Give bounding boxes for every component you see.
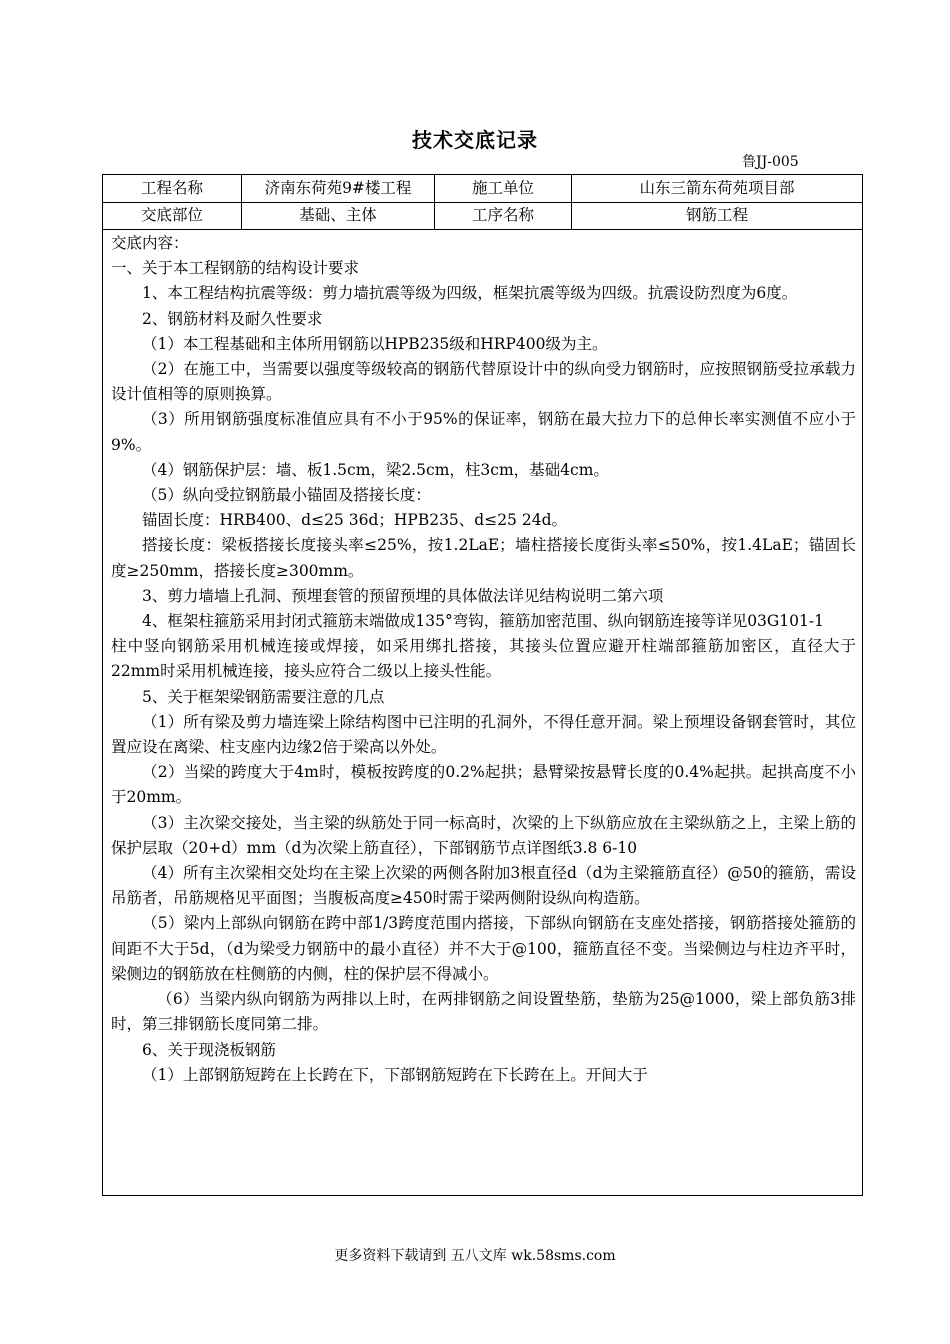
construction-unit-label: 施工单位 (435, 175, 572, 202)
content-paragraph: 一、关于本工程钢筋的结构设计要求 (111, 259, 360, 278)
content-paragraph: 锚固长度：HRB400、d≤25 36d；HPB235、d≤25 24d。 (142, 511, 567, 530)
content-paragraph: 3、剪力墙墙上孔洞、预埋套管的预留预埋的具体做法详见结构说明二第六项 (142, 586, 664, 605)
handover-part-label: 交底部位 (103, 202, 242, 229)
content-paragraph: （6）当梁内纵向钢筋为两排以上时，在两排钢筋之间设置垫筋，垫筋为25@1000，梁上部负筋3排时，第三排钢筋长度同第二排。 (111, 990, 856, 1034)
construction-unit-value: 山东三箭东荷苑项目部 (639, 179, 795, 197)
content-paragraph: 交底内容： (111, 234, 189, 252)
process-name-label: 工序名称 (435, 202, 572, 229)
header-row-2 (103, 202, 862, 230)
header-row-1 (103, 175, 862, 203)
content-paragraph: （4）所有主次梁相交处均在主梁上次梁的两侧各附加3根直径d（d为主梁箍筋直径）@50的箍筋，需设吊筋者，吊筋规格见平面图；当腹板高度≥450时需于梁两侧附设纵向构造筋。 (111, 864, 856, 908)
content-paragraph: 搭接长度：梁板搭接长度接头率≤25%，按1.2LaE；墙柱搭接长度街头率≤50%，按1.4LaE；锚固长度≥250mm，搭接长度≥300mm。 (111, 536, 856, 580)
process-name-value: 钢筋工程 (685, 206, 748, 224)
content-paragraph: 6、关于现浇板钢筋 (142, 1040, 276, 1059)
document-code: 鲁JJ-005 (742, 154, 799, 170)
content-paragraph: （2）当梁的跨度大于4m时，模板按跨度的0.2%起拱；悬臂梁按悬臂长度的0.4%起拱。起拱高度不小于20mm。 (111, 763, 856, 807)
document-title: 技术交底记录 (412, 128, 538, 152)
content-paragraph: （3）所用钢筋强度标准值应具有不小于95%的保证率，钢筋在最大拉力下的总伸长率实测值不应小于9%。 (111, 410, 856, 454)
content-paragraph: （1）本工程基础和主体所用钢筋以HPB235级和HRP400级为主。 (142, 334, 608, 353)
footer-note: 更多资料下载请到 五八文库 wk.58sms.com (334, 1248, 616, 1264)
handover-content (111, 231, 856, 1088)
record-table (102, 174, 863, 1196)
handover-part-value: 基础、主体 (242, 202, 435, 229)
content-paragraph: 4、框架柱箍筋采用封闭式箍筋末端做成135°弯钩，箍筋加密范围、纵向钢筋连接等详见03G101-1 (142, 612, 824, 631)
content-paragraph: 5、关于框架梁钢筋需要注意的几点 (142, 687, 385, 706)
content-paragraph: 柱中竖向钢筋采用机械连接或焊接，如采用绑扎搭接，其接头位置应避开柱端部箍筋加密区，直径大于22mm时采用机械连接，接头应符合二级以上接头性能。 (111, 637, 856, 681)
content-paragraph: （5）纵向受拉钢筋最小锚固及搭接长度： (142, 486, 431, 505)
content-paragraph: （1）上部钢筋短跨在上长跨在下，下部钢筋短跨在下长跨在上。开间大于 (142, 1065, 648, 1084)
content-paragraph: （5）梁内上部纵向钢筋在跨中部1/3跨度范围内搭接，下部纵向钢筋在支座处搭接，钢筋搭接处箍筋的间距不大于5d，（d为梁受力钢筋中的最小直径）并不大于@100，箍筋直径不变。当梁侧边与柱边齐平时，梁侧边的钢筋放在柱侧筋的内侧，柱的保护层不得减小。 (111, 914, 856, 983)
project-name-label: 工程名称 (103, 175, 242, 202)
content-paragraph: 2、钢筋材料及耐久性要求 (142, 309, 323, 328)
content-paragraph: （1）所有梁及剪力墙连梁上除结构图中已注明的孔洞外，不得任意开洞。梁上预埋设备钢套管时，其位置应设在离梁、柱支座内边缘2倍于梁高以外处。 (111, 712, 856, 757)
project-name-value: 济南东荷苑9#楼工程 (242, 175, 435, 202)
content-paragraph: 1、本工程结构抗震等级：剪力墙抗震等级为四级，框架抗震等级为四级。抗震设防烈度为6度。 (142, 284, 798, 303)
content-paragraph: （3）主次梁交接处，当主梁的纵筋处于同一标高时，次梁的上下纵筋应放在主梁纵筋之上，主梁上筋的保护层取（20+d）mm（d为次梁上筋直径），下部钢筋节点详图纸3.8 6-10 (111, 813, 856, 857)
content-paragraph: （4）钢筋保护层：墙、板1.5cm，梁2.5cm，柱3cm，基础4cm。 (142, 460, 609, 479)
content-paragraph: （2）在施工中，当需要以强度等级较高的钢筋代替原设计中的纵向受力钢筋时，应按照钢筋受拉承载力设计值相等的原则换算。 (111, 360, 856, 404)
